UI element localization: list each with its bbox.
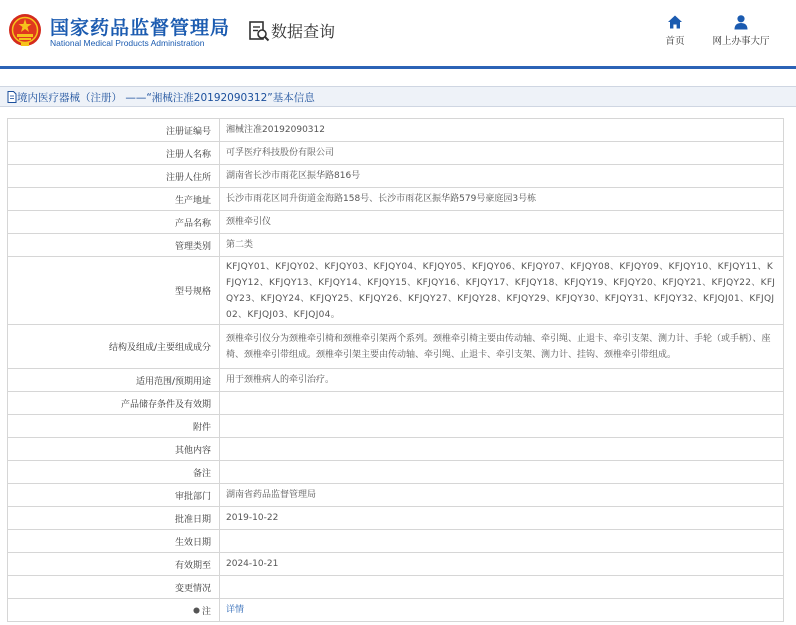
table-row <box>8 553 784 576</box>
data-query-title: 数据查询 <box>271 22 336 41</box>
field-value <box>220 415 784 438</box>
field-label: 生产地址 <box>8 188 220 211</box>
field-value <box>220 530 784 553</box>
note-key <box>193 604 211 617</box>
field-label: 批准日期 <box>8 507 220 530</box>
field-value: 颈椎牵引仪分为颈椎牵引椅和颈椎牵引架两个系列。颈椎牵引椅主要由传动轴、牵引绳、止退卡、牵引支架、测力计、手轮（或手柄）、座椅、颈椎牵引带组成。颈椎牵引架主要由传动轴、牵引绳、止退卡、牵引支架、测力计、挂钩、颈椎牵引带组成。 <box>220 325 784 369</box>
field-label: 变更情况 <box>8 576 220 599</box>
nav-online-hall-link[interactable] <box>708 14 774 47</box>
field-label: 生效日期 <box>8 530 220 553</box>
table-row <box>8 325 784 369</box>
table-row <box>8 257 784 325</box>
field-value: 颈椎牵引仪 <box>220 211 784 234</box>
field-value <box>220 599 784 622</box>
field-value: 湘械注准20192090312 <box>220 119 784 142</box>
field-value: 2024-10-21 <box>220 553 784 576</box>
table-row <box>8 188 784 211</box>
document-icon <box>7 91 17 103</box>
brand-name-cn[interactable]: 国家药品监督管理局 <box>50 17 231 39</box>
nav-online-hall-label: 网上办事大厅 <box>712 36 770 47</box>
table-row <box>8 599 784 622</box>
field-label: 备注 <box>8 461 220 484</box>
field-label: 附件 <box>8 415 220 438</box>
details-link[interactable]: 详情 <box>226 605 245 615</box>
note-label: 注 <box>201 606 211 617</box>
field-label: 注册人名称 <box>8 142 220 165</box>
field-label: 适用范围/预期用途 <box>8 369 220 392</box>
table-row <box>8 392 784 415</box>
nav-home-label: 首页 <box>665 36 685 47</box>
table-row <box>8 165 784 188</box>
home-icon <box>667 14 683 30</box>
user-icon <box>733 14 749 30</box>
section-title: 境内医疗器械（注册） ——“湘械注准20192090312”基本信息 <box>17 92 315 104</box>
table-row <box>8 119 784 142</box>
table-row <box>8 461 784 484</box>
brand-name-en[interactable]: National Medical Products Administration <box>50 38 205 48</box>
field-value <box>220 392 784 415</box>
site-header <box>0 0 796 66</box>
field-label: 管理类别 <box>8 234 220 257</box>
field-label <box>8 599 220 622</box>
field-value <box>220 576 784 599</box>
table-row <box>8 369 784 392</box>
field-value: 用于颈椎病人的牵引治疗。 <box>220 369 784 392</box>
field-value: 湖南省长沙市雨花区振华路816号 <box>220 165 784 188</box>
field-label: 审批部门 <box>8 484 220 507</box>
field-label: 注册人住所 <box>8 165 220 188</box>
table-row <box>8 211 784 234</box>
field-label: 产品名称 <box>8 211 220 234</box>
table-row <box>8 234 784 257</box>
registration-detail-table <box>7 118 784 622</box>
header-divider <box>0 66 796 69</box>
field-value <box>220 461 784 484</box>
document-search-icon <box>248 20 270 42</box>
table-row <box>8 484 784 507</box>
section-title-bar <box>0 86 796 107</box>
field-value: 第二类 <box>220 234 784 257</box>
field-value <box>220 438 784 461</box>
field-label: 有效期至 <box>8 553 220 576</box>
field-label: 其他内容 <box>8 438 220 461</box>
field-label: 结构及组成/主要组成成分 <box>8 325 220 369</box>
table-row <box>8 142 784 165</box>
field-value: 湖南省药品监督管理局 <box>220 484 784 507</box>
field-label: 注册证编号 <box>8 119 220 142</box>
field-label: 产品储存条件及有效期 <box>8 392 220 415</box>
field-value: 长沙市雨花区同升街道金海路158号、长沙市雨花区振华路579号豪庭园3号栋 <box>220 188 784 211</box>
table-row <box>8 530 784 553</box>
field-value: KFJQY01、KFJQY02、KFJQY03、KFJQY04、KFJQY05、KFJQY06、KFJQY07、KFJQY08、KFJQY09、KFJQY10、KFJQY11、KFJQY12、KFJQY13、KFJQY14、KFJQY15、KFJQY16、KFJQY17、KFJQY18、KFJQY19、KFJQY20、KFJQY21、KFJQY22、KFJQY23、KFJQY24、KFJQY25、KFJQY26、KFJQY27、KFJQY28、KFJQY29、KFJQY30、KFJQY31、KFJQY32、KFJQJ01、KFJQJ02、KFJQJ03、KFJQJ04。 <box>220 257 784 325</box>
field-value: 2019-10-22 <box>220 507 784 530</box>
table-row <box>8 415 784 438</box>
field-label: 型号规格 <box>8 257 220 325</box>
table-row <box>8 438 784 461</box>
nav-home-link[interactable] <box>662 14 688 47</box>
table-row <box>8 576 784 599</box>
field-value: 可孚医疗科技股份有限公司 <box>220 142 784 165</box>
bullet-icon <box>193 607 200 614</box>
table-row <box>8 507 784 530</box>
national-emblem-icon <box>8 12 42 48</box>
